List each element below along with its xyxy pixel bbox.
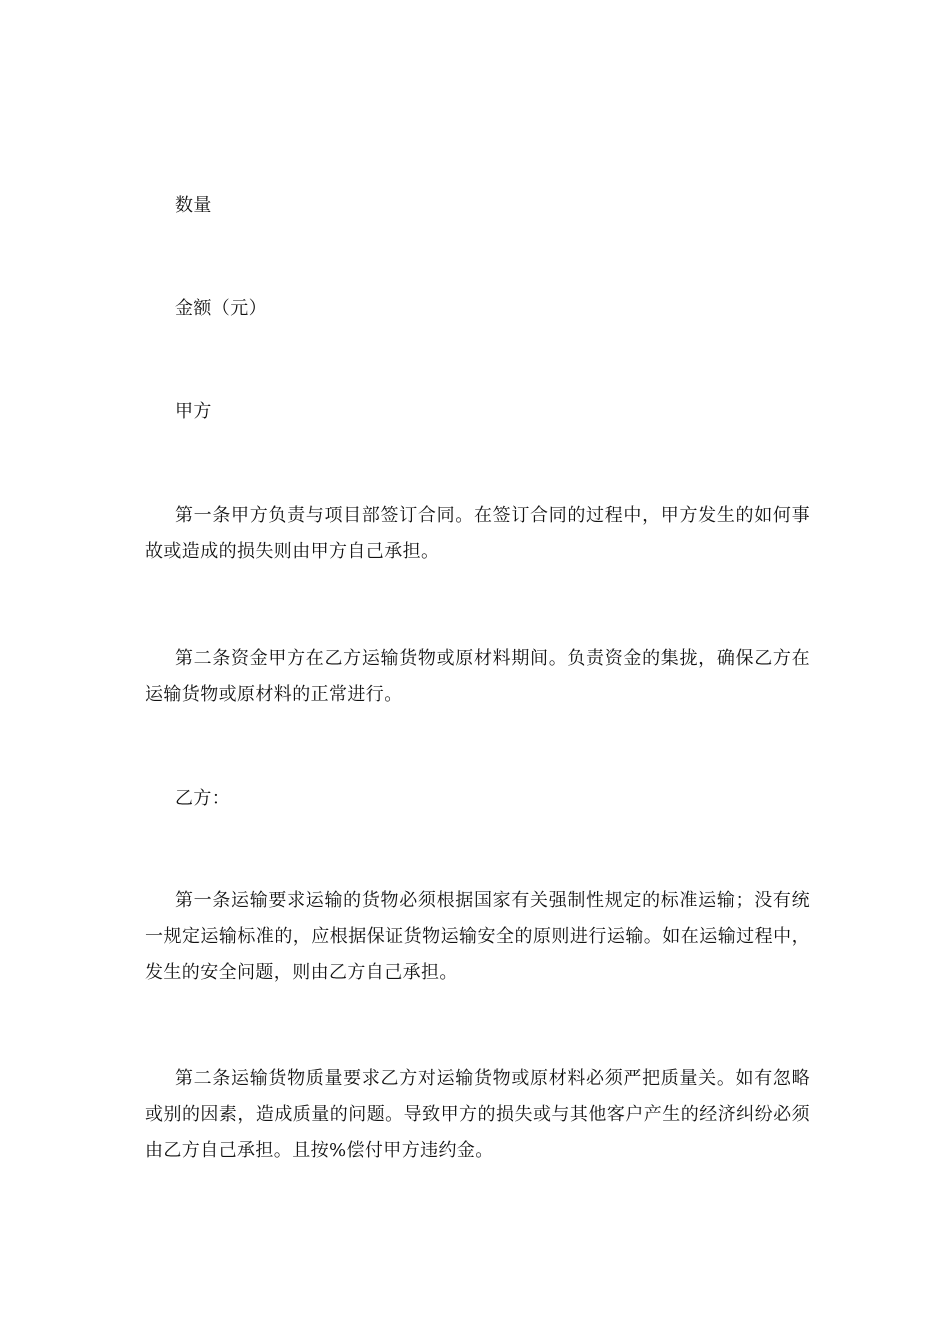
label-amount: 金额（元） xyxy=(175,298,267,319)
party-b-clause-1: 第一条运输要求运输的货物必须根据国家有关强制性规定的标准运输；没有统一规定运输标准的，应根据保证货物运输安全的原则进行运输。如在运输过程中，发生的安全问题，则由乙方自己承担。 xyxy=(145,890,810,983)
heading-party-a: 甲方 xyxy=(175,401,212,422)
party-a-clause-1: 第一条甲方负责与项目部签订合同。在签订合同的过程中，甲方发生的如何事故或造成的损失则由甲方自己承担。 xyxy=(145,505,810,562)
heading-party-b: 乙方： xyxy=(175,788,231,809)
party-b-clause-2: 第二条运输货物质量要求乙方对运输货物或原材料必须严把质量关。如有忽略或别的因素，造成质量的问题。导致甲方的损失或与其他客户产生的经济纠纷必须由乙方自己承担。且按%偿付甲方违约金。 xyxy=(145,1068,810,1161)
label-quantity: 数量 xyxy=(175,195,212,216)
party-a-clause-2: 第二条资金甲方在乙方运输货物或原材料期间。负责资金的集拢，确保乙方在运输货物或原材料的正常进行。 xyxy=(145,648,810,705)
